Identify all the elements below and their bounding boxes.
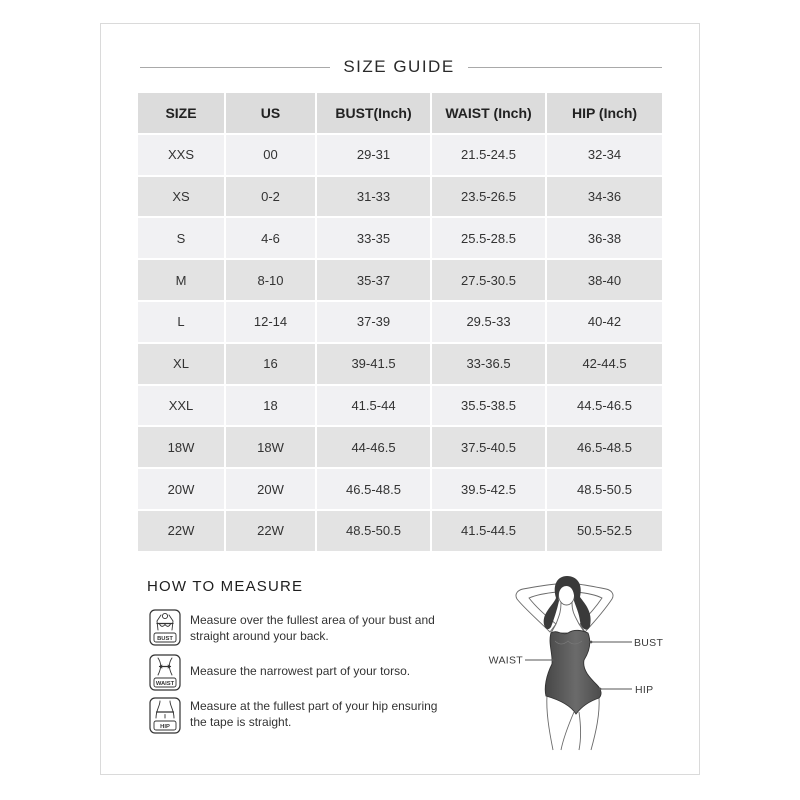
cell-us: 16 (226, 344, 315, 384)
table-row (138, 427, 662, 467)
bodysuit (545, 630, 601, 714)
cell-bust: 46.5-48.5 (317, 469, 430, 509)
waist-label: WAIST (488, 654, 523, 667)
cell-waist: 39.5-42.5 (432, 469, 545, 509)
cell-waist: 23.5-26.5 (432, 177, 545, 217)
cell-size: 18W (138, 427, 224, 467)
cell-us: 20W (226, 469, 315, 509)
cell-hip: 38-40 (547, 260, 662, 300)
hip-label: HIP (635, 684, 654, 696)
title-rule-left (140, 67, 330, 68)
size-table (136, 91, 664, 553)
cell-waist: 41.5-44.5 (432, 511, 545, 551)
cell-hip: 50.5-52.5 (547, 511, 662, 551)
cell-bust: 39-41.5 (317, 344, 430, 384)
cell-us: 18 (226, 386, 315, 426)
header-hip: HIP (Inch) (547, 93, 662, 133)
hip-marker (599, 688, 602, 691)
cell-waist: 21.5-24.5 (432, 135, 545, 175)
hip-instruction-line: Measure at the fullest part of your hip ensuring (190, 699, 438, 713)
cell-bust: 37-39 (317, 302, 430, 342)
table-header-row (138, 93, 662, 133)
how-to-measure-heading: HOW TO MEASURE (147, 578, 304, 595)
table-row (138, 344, 662, 384)
cell-size: XXL (138, 386, 224, 426)
header-us: US (226, 93, 315, 133)
cell-hip: 42-44.5 (547, 344, 662, 384)
cell-hip: 34-36 (547, 177, 662, 217)
cell-waist: 33-36.5 (432, 344, 545, 384)
woman-bodysuit-figure (480, 570, 670, 755)
table-row (138, 135, 662, 175)
cell-size: 22W (138, 511, 224, 551)
cell-us: 00 (226, 135, 315, 175)
cell-hip: 36-38 (547, 218, 662, 258)
bust-icon-label: BUST (157, 635, 173, 642)
bust-instruction-line: straight around your back. (190, 629, 329, 643)
cell-waist: 37.5-40.5 (432, 427, 545, 467)
cell-us: 12-14 (226, 302, 315, 342)
waist-instruction (190, 663, 410, 679)
cell-size: XXS (138, 135, 224, 175)
bust-instruction (190, 612, 435, 644)
hip-measure-icon (149, 697, 181, 734)
table-row (138, 218, 662, 258)
bust-instruction-line: Measure over the fullest area of your bust and (190, 613, 435, 627)
waist-measure-icon (149, 654, 181, 691)
hip-instruction-line: the tape is straight. (190, 715, 292, 729)
waist-marker (552, 659, 555, 662)
cell-bust: 33-35 (317, 218, 430, 258)
cell-waist: 25.5-28.5 (432, 218, 545, 258)
cell-bust: 44-46.5 (317, 427, 430, 467)
cell-hip: 44.5-46.5 (547, 386, 662, 426)
bust-label: BUST (634, 637, 664, 649)
hip-instruction (190, 698, 437, 730)
cell-waist: 35.5-38.5 (432, 386, 545, 426)
bust-measure-icon (149, 609, 181, 646)
cell-us: 8-10 (226, 260, 315, 300)
bust-marker (590, 641, 593, 644)
cell-size: XL (138, 344, 224, 384)
title-rule-right (468, 67, 662, 68)
header-waist: WAIST (Inch) (432, 93, 545, 133)
cell-bust: 41.5-44 (317, 386, 430, 426)
cell-size: 20W (138, 469, 224, 509)
cell-bust: 31-33 (317, 177, 430, 217)
cell-size: XS (138, 177, 224, 217)
cell-us: 18W (226, 427, 315, 467)
table-row (138, 469, 662, 509)
cell-size: M (138, 260, 224, 300)
hip-icon-label: HIP (160, 723, 170, 730)
cell-us: 0-2 (226, 177, 315, 217)
table-row (138, 177, 662, 217)
cell-size: S (138, 218, 224, 258)
header-bust: BUST(Inch) (317, 93, 430, 133)
cell-waist: 29.5-33 (432, 302, 545, 342)
cell-waist: 27.5-30.5 (432, 260, 545, 300)
cell-bust: 29-31 (317, 135, 430, 175)
cell-size: L (138, 302, 224, 342)
table-row (138, 260, 662, 300)
waist-instruction-line: Measure the narrowest part of your torso. (190, 664, 411, 678)
table-row (138, 302, 662, 342)
page-title: SIZE GUIDE (343, 57, 455, 76)
table-row (138, 386, 662, 426)
header-size: SIZE (138, 93, 224, 133)
waist-icon-label: WAIST (155, 680, 175, 687)
cell-us: 4-6 (226, 218, 315, 258)
cell-hip: 48.5-50.5 (547, 469, 662, 509)
table-row (138, 511, 662, 551)
cell-bust: 48.5-50.5 (317, 511, 430, 551)
cell-hip: 40-42 (547, 302, 662, 342)
cell-hip: 46.5-48.5 (547, 427, 662, 467)
cell-us: 22W (226, 511, 315, 551)
cell-bust: 35-37 (317, 260, 430, 300)
cell-hip: 32-34 (547, 135, 662, 175)
